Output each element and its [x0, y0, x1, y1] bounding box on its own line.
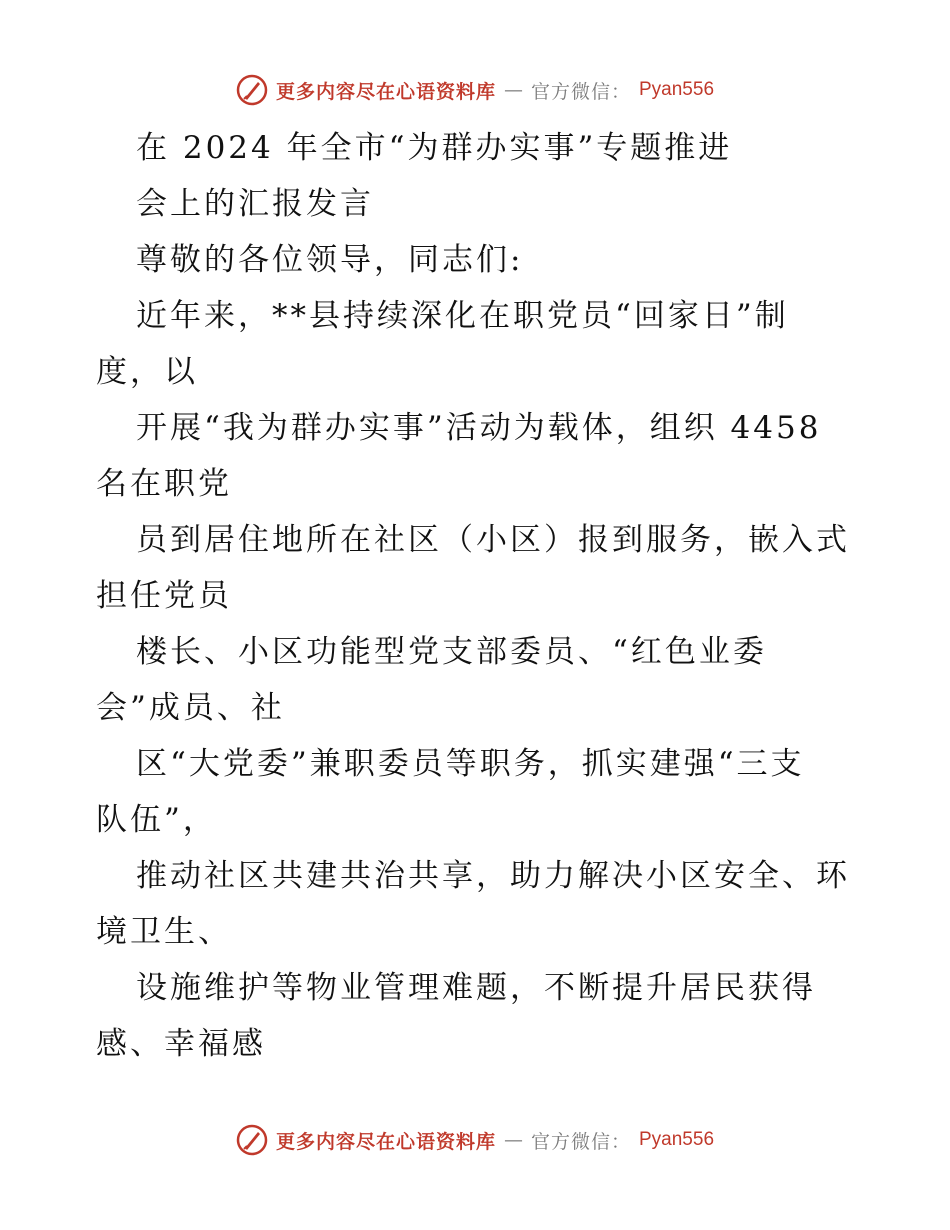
text-line: 感、幸福感: [96, 1026, 266, 1062]
text-line: 在 2024 年全市“为群办实事”专题推进: [136, 130, 733, 166]
text-line: 度，以: [96, 354, 198, 390]
watermark-account: Pyan556: [639, 79, 715, 100]
text-line: 会”成员、社: [96, 690, 285, 726]
watermark-separator: —: [503, 1129, 523, 1151]
text-line: 员到居住地所在社区（小区）报到服务，嵌入式: [136, 522, 850, 558]
text-line: 名在职党: [96, 466, 232, 502]
watermark-account: Pyan556: [639, 1129, 715, 1150]
watermark-label: 官方微信：: [530, 1130, 631, 1153]
text-line: 区“大党委”兼职委员等职务，抓实建强“三支: [136, 746, 805, 782]
text-line: 近年来，**县持续深化在职党员“回家日”制: [136, 298, 789, 334]
text-line: 推动社区共建共治共享，助力解决小区安全、环: [136, 858, 850, 894]
watermark-footer: [0, 1124, 950, 1156]
watermark-label: 官方微信：: [530, 80, 631, 103]
text-line: 设施维护等物业管理难题，不断提升居民获得: [136, 970, 816, 1006]
document-body: [96, 120, 856, 1072]
quill-pen-logo-icon: [236, 1124, 268, 1156]
text-line: 担任党员: [96, 578, 232, 614]
text-line: 尊敬的各位领导，同志们:: [136, 242, 524, 278]
text-line: 楼长、小区功能型党支部委员、“红色业委: [136, 634, 767, 670]
watermark-brand: 更多内容尽在心语资料库: [275, 1130, 496, 1153]
text-line: 境卫生、: [96, 914, 232, 950]
text-line: 开展“我为群办实事”活动为载体，组织 4458: [136, 410, 822, 446]
watermark-header: [0, 74, 950, 106]
text-line: 队伍”，: [96, 802, 217, 838]
watermark-brand: 更多内容尽在心语资料库: [275, 80, 496, 103]
watermark-separator: —: [503, 79, 523, 101]
quill-pen-logo-icon: [236, 74, 268, 106]
text-line: 会上的汇报发言: [136, 186, 374, 222]
